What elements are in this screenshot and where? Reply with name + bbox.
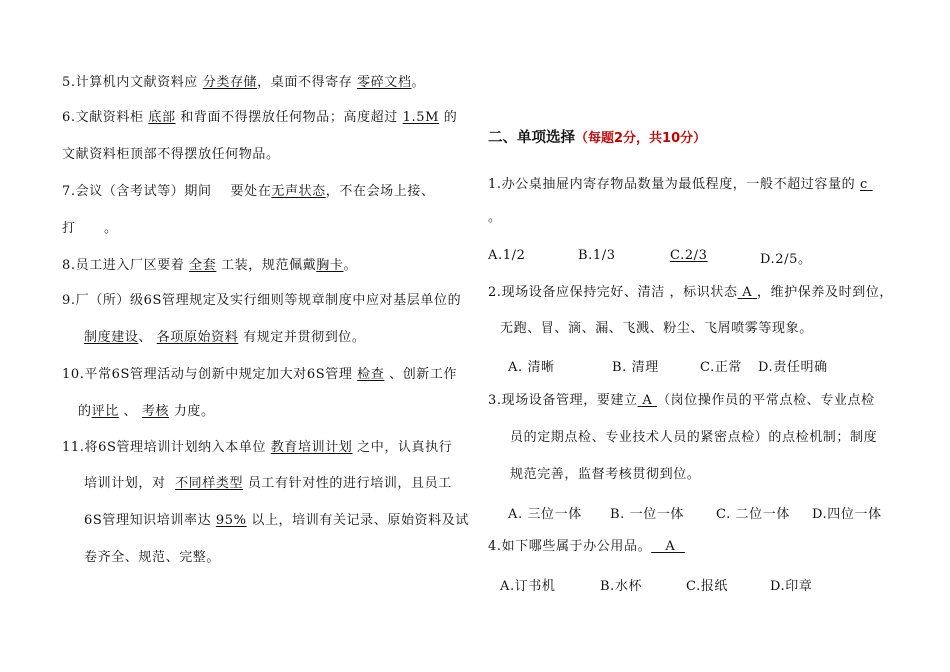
text: 1.办公桌抽屉内寄存物品数量为最低程度，一般不超过容量的 bbox=[488, 177, 856, 192]
text: 以上，培训有关记录、原始资料及试 bbox=[251, 513, 469, 528]
answer-blank: 各项原始资料 bbox=[156, 330, 239, 345]
answer-blank: 教育培训计划 bbox=[270, 440, 353, 455]
text: 文献资料柜顶部不得摆放任何物品。 bbox=[62, 147, 280, 162]
answer-blank: A bbox=[742, 285, 753, 300]
answer-blank: 检查 bbox=[357, 367, 385, 382]
text: 无跑、冒、滴、漏、飞溅、粉尘、飞屑喷雾等现象。 bbox=[500, 321, 813, 336]
text: 规范完善，监督考核贯彻到位。 bbox=[510, 467, 701, 482]
q8-line bbox=[62, 258, 357, 274]
q6-line2 bbox=[62, 147, 280, 163]
text: 要处在 bbox=[230, 184, 272, 199]
q9-line2 bbox=[84, 330, 366, 346]
text: 的 bbox=[443, 110, 458, 125]
text: 11.将6S管理培训计划纳入本单位 bbox=[62, 440, 267, 455]
r-q1-opt-d: D.2/5。 bbox=[760, 252, 812, 267]
q9-line1 bbox=[62, 293, 461, 309]
answer-blank: 底部 bbox=[148, 110, 176, 125]
section-heading bbox=[488, 126, 706, 147]
r-q1-opt-a: A.1/2 bbox=[488, 248, 526, 263]
r-q2-opt-d: D.责任明确 bbox=[758, 360, 828, 375]
r-q3-line1 bbox=[488, 393, 875, 409]
q11-line3 bbox=[84, 513, 469, 529]
r-q2-line2 bbox=[500, 321, 813, 337]
section-note: （每题2分，共10分） bbox=[575, 131, 707, 146]
text: ，桌面不得寄存 bbox=[257, 75, 353, 90]
text: 的 bbox=[78, 404, 92, 419]
text: 9.厂（所）级6S管理规定及实行细则等规章制度中应对基层单位的 bbox=[62, 293, 462, 308]
text: ，不在会场上接、 bbox=[325, 184, 435, 199]
answer-blank: 零碎文档 bbox=[357, 75, 412, 90]
answer-blank: 1.5M bbox=[402, 110, 440, 125]
text: 6.文献资料柜 bbox=[62, 110, 144, 125]
text: ，维护保养及时到位， bbox=[757, 285, 894, 300]
q11-line2 bbox=[84, 476, 452, 492]
text: 8.员工进入厂区要着 bbox=[62, 258, 185, 273]
r-q4-line1 bbox=[488, 539, 685, 555]
r-q2-opt-a: A. 清晰 bbox=[508, 360, 555, 375]
r-q3-line3 bbox=[510, 467, 700, 483]
text: 员工有针对性的进行培训，且员工 bbox=[247, 476, 452, 491]
text: 之中，认真执行 bbox=[357, 440, 453, 455]
q7-line2 bbox=[62, 221, 118, 237]
answer-blank: 评比 bbox=[91, 404, 119, 419]
text: 5.计算机内文献资料应 bbox=[62, 75, 199, 90]
r-q3-opt-a: A. 三位一体 bbox=[508, 507, 582, 522]
text: （岗位操作员的平常点检、专业点检 bbox=[657, 393, 875, 408]
r-q1-line1 bbox=[488, 177, 873, 193]
answer-blank: 分类存储 bbox=[202, 75, 258, 90]
r-q1-line2 bbox=[488, 210, 502, 226]
r-q4-opt-d: D.印章 bbox=[770, 579, 813, 594]
r-q3-opt-c: C. 二位一体 bbox=[716, 507, 790, 522]
r-q3-line2 bbox=[510, 430, 877, 446]
answer-blank: c bbox=[859, 177, 868, 192]
r-q4-opt-b: B.水杯 bbox=[600, 579, 643, 594]
section-title: 二、单项选择 bbox=[488, 130, 575, 146]
text: 4.如下哪些属于办公用品。 bbox=[488, 539, 652, 554]
answer-blank: 不同样类型 bbox=[175, 476, 244, 491]
q11-line1 bbox=[62, 440, 452, 456]
text: 培训计划，对 bbox=[84, 476, 166, 491]
answer-blank: 制度建设 bbox=[84, 330, 139, 345]
text: 10.平常6S管理活动与创新中规定加大对6S管理 bbox=[62, 367, 353, 382]
text: 、 bbox=[138, 330, 153, 345]
text: 、创新工作 bbox=[389, 367, 458, 382]
answer-blank: 全套 bbox=[189, 258, 217, 273]
q10-line2 bbox=[78, 404, 215, 420]
r-q4-opt-c: C.报纸 bbox=[686, 579, 729, 594]
q11-line4 bbox=[84, 550, 220, 566]
text: 卷齐全、规范、完整。 bbox=[84, 550, 221, 565]
text: 。 bbox=[104, 221, 118, 236]
text: 6S管理知识培训率达 bbox=[84, 513, 212, 528]
r-q1-opt-b: B.1/3 bbox=[578, 248, 616, 263]
r-q4-opt-a: A.订书机 bbox=[500, 579, 556, 594]
answer-blank: A bbox=[665, 539, 676, 554]
r-q3-opt-b: B. 一位一体 bbox=[610, 507, 685, 522]
r-q3-opt-d: D.四位一体 bbox=[812, 507, 882, 522]
r-q2-line1 bbox=[488, 285, 893, 301]
text: 。 bbox=[343, 258, 358, 273]
text: 和背面不得摆放任何物品；高度超过 bbox=[180, 110, 398, 125]
text: 有规定并贯彻到位。 bbox=[243, 330, 366, 345]
r-q2-opt-c: C.正常 bbox=[700, 360, 743, 375]
answer-blank: 无声状态 bbox=[271, 184, 326, 199]
text: 3.现场设备管理，要建立 bbox=[488, 393, 638, 408]
text: 、 bbox=[123, 404, 138, 419]
text: 工装，规范佩戴 bbox=[221, 258, 317, 273]
answer-blank: A bbox=[642, 393, 653, 408]
text: 员的定期点检、专业技术人员的紧密点检）的点检机制；制度 bbox=[510, 430, 878, 445]
text: 力度。 bbox=[173, 404, 215, 419]
answer-blank: 95% bbox=[215, 513, 247, 528]
answer-blank: 胸卡 bbox=[316, 258, 344, 273]
text: 。 bbox=[411, 75, 426, 90]
q7-line1 bbox=[62, 184, 435, 200]
q10-line1 bbox=[62, 367, 457, 383]
text: 。 bbox=[488, 210, 502, 225]
text: 打 bbox=[62, 221, 76, 236]
r-q1-opt-c: C.2/3 bbox=[670, 248, 708, 263]
text: 2.现场设备应保持完好、清洁 ，标识状态 bbox=[488, 285, 738, 300]
r-q2-opt-b: B. 清理 bbox=[612, 360, 659, 375]
q6-line1 bbox=[62, 110, 457, 126]
answer-blank: 考核 bbox=[141, 404, 170, 419]
q5-line bbox=[62, 75, 425, 91]
text: 7.会议（含考试等）期间 bbox=[62, 184, 212, 199]
